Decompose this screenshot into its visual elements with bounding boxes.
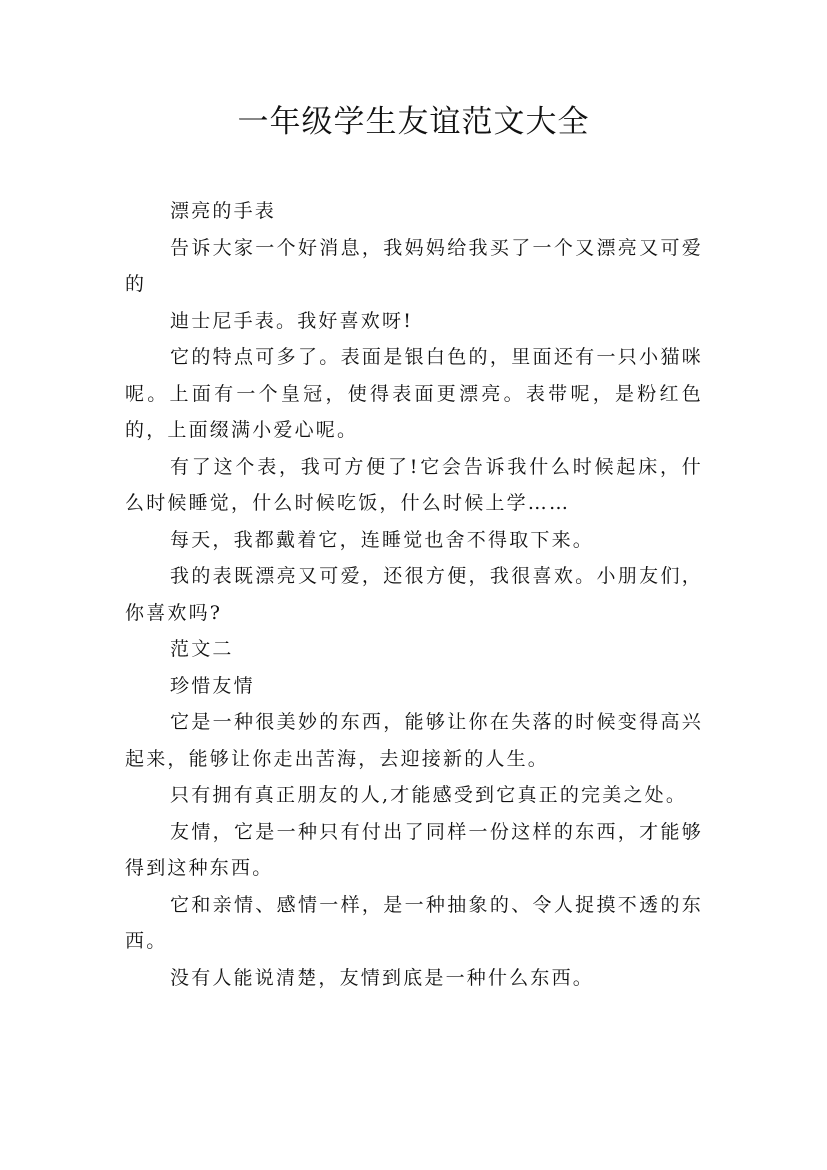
document-title: 一年级学生友谊范文大全 (237, 104, 590, 140)
paragraph-4: 它的特点可多了。表面是银白色的，里面还有一只小猫咪呢。上面有一个皇冠，使得表面更漂亮。表带呢，是粉红色的，上面缀满小爱心呢。 (125, 346, 703, 441)
paragraph-11: 只有拥有真正朋友的人,才能感受到它真正的完美之处。 (170, 784, 688, 806)
paragraph-12: 友情，它是一种只有付出了同样一份这样的东西，才能够得到这种东西。 (125, 820, 703, 879)
paragraph-7: 我的表既漂亮又可爱，还很方便，我很喜欢。小朋友们，你喜欢吗? (125, 565, 703, 624)
paragraph-5: 有了这个表，我可方便了!它会告诉我什么时候起床，什么时候睡觉，什么时候吃饭，什么时候上学…… (125, 455, 703, 514)
paragraph-1: 漂亮的手表 (170, 200, 277, 222)
paragraph-10: 它是一种很美妙的东西，能够让你在失落的时候变得高兴起来，能够让你走出苦海，去迎接新的人生。 (125, 711, 703, 770)
paragraph-13: 它和亲情、感情一样，是一种抽象的、令人捉摸不透的东西。 (125, 893, 703, 952)
paragraph-14: 没有人能说清楚，友情到底是一种什么东西。 (170, 966, 595, 989)
paragraph-9: 珍惜友情 (170, 674, 255, 697)
paragraph-2: 告诉大家一个好消息，我妈妈给我买了一个又漂亮又可爱的 (125, 236, 703, 295)
paragraph-6: 每天，我都戴着它，连睡觉也舍不得取下来。 (170, 528, 595, 551)
paragraph-3: 迪士尼手表。我好喜欢呀! (170, 309, 414, 332)
document-body (125, 193, 703, 996)
paragraph-8: 范文二 (170, 638, 234, 660)
